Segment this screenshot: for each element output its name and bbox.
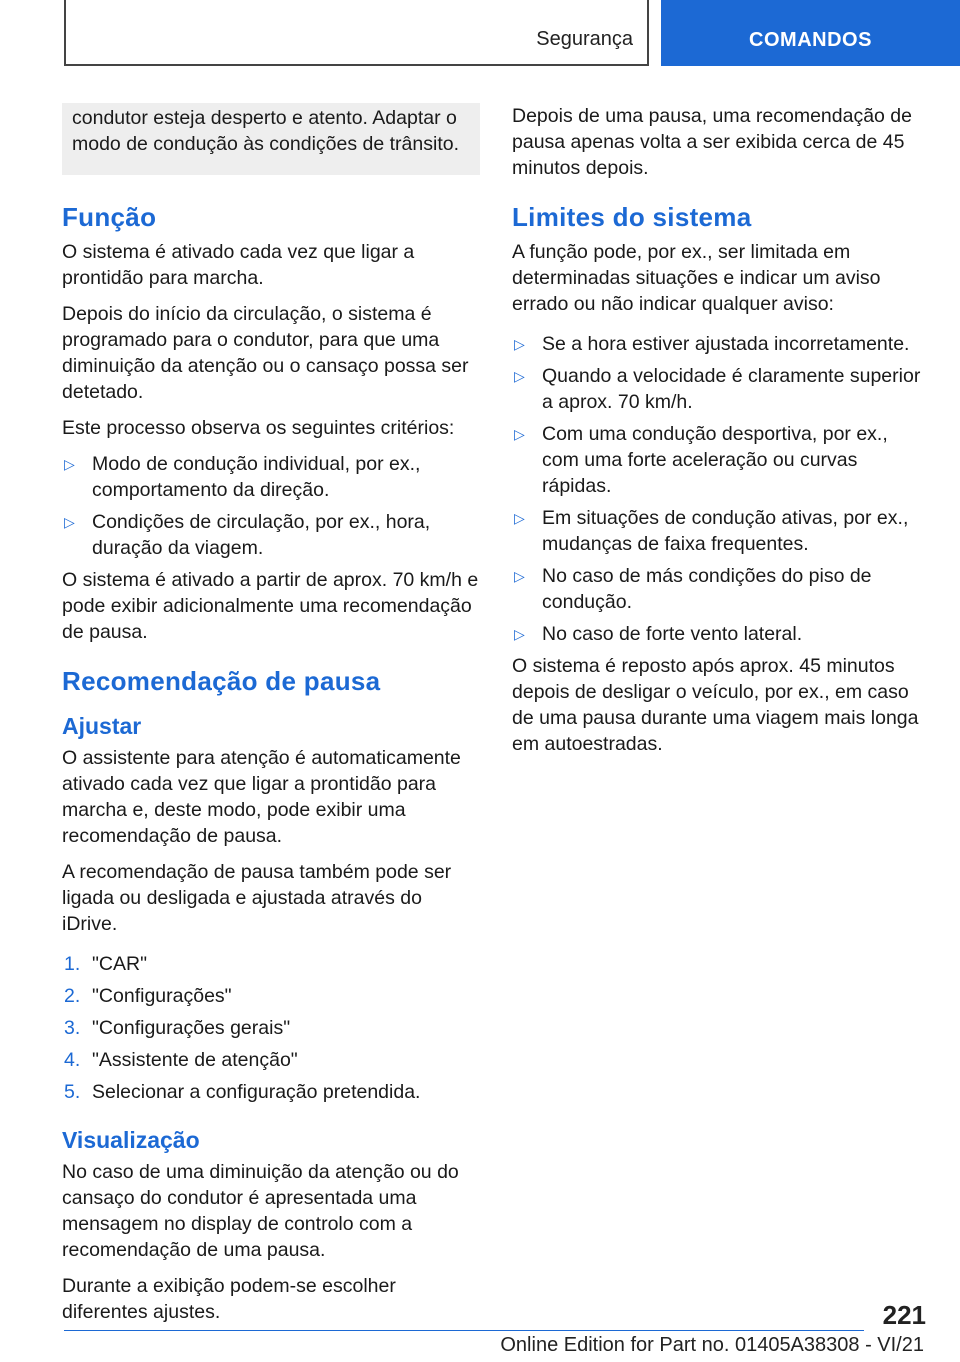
footer-divider: [64, 1330, 864, 1331]
heading-recomendacao: Recomendação de pausa: [62, 666, 381, 696]
list-item: ▷ Com uma condução desportiva, por ex., com uma forte aceleração ou curvas rápidas.: [514, 423, 888, 497]
triangle-bullet-icon: ▷: [514, 568, 525, 584]
left-column: [62, 103, 480, 1335]
paragraph: O sistema é reposto após aprox. 45 minutos depois de desligar o veículo, por ex., em caso de uma pausa durante uma viagem mais longa em autoestradas.: [512, 655, 919, 755]
heading-limites: Limites do sistema: [512, 202, 752, 232]
list-item: ▷ Quando a velocidade é claramente superior a aprox. 70 km/h.: [514, 365, 921, 413]
list-item: ▷ Se a hora estiver ajustada incorretamente.: [514, 333, 910, 355]
header-chapter-title: COMANDOS: [749, 29, 872, 51]
triangle-bullet-icon: ▷: [514, 426, 525, 442]
triangle-bullet-icon: ▷: [514, 510, 525, 526]
right-column: [512, 103, 930, 767]
page-number: 221: [882, 1300, 926, 1330]
heading-ajustar: Ajustar: [62, 713, 142, 739]
step-item: 5. Selecionar a configuração pretendida.: [64, 1081, 421, 1103]
paragraph: Depois do início da circulação, o sistema é programado para o condutor, para que uma diminuição da atenção ou o cansaço possa ser detetado.: [62, 303, 469, 403]
paragraph: No caso de uma diminuição da atenção ou do cansaço do condutor é apresentada uma mensagem no display de controlo com a recomendação de uma pausa.: [62, 1161, 459, 1261]
header-section-title: Segurança: [536, 28, 633, 50]
note-text: condutor esteja desperto e atento. Adaptar o modo de condução às condições de trânsito.: [72, 107, 460, 155]
triangle-bullet-icon: ▷: [514, 626, 525, 642]
paragraph: O sistema é ativado a partir de aprox. 70 km/h e pode exibir adicionalmente uma recomendação de pausa.: [62, 569, 479, 643]
paragraph: O sistema é ativado cada vez que ligar a prontidão para marcha.: [62, 241, 415, 289]
paragraph: Durante a exibição podem-se escolher diferentes ajustes.: [62, 1275, 396, 1323]
list-item: ▷ No caso de forte vento lateral.: [514, 623, 803, 645]
list-item: ▷ Em situações de condução ativas, por ex., mudanças de faixa frequentes.: [514, 507, 909, 555]
triangle-bullet-icon: ▷: [64, 456, 75, 472]
header-section-tab: [64, 0, 649, 66]
paragraph: A recomendação de pausa também pode ser ligada ou desligada e ajustada através do iDrive.: [62, 861, 452, 935]
limits-list: [512, 331, 930, 647]
criteria-list: [62, 451, 480, 561]
header-chapter-tab: [661, 0, 960, 66]
triangle-bullet-icon: ▷: [514, 336, 525, 352]
note-box: [62, 103, 480, 175]
paragraph: Este processo observa os seguintes critérios:: [62, 417, 455, 439]
list-item: ▷ Modo de condução individual, por ex., comportamento da direção.: [64, 453, 421, 501]
steps-list: [62, 951, 480, 1105]
heading-funcao: Função: [62, 202, 157, 232]
list-item: ▷ Condições de circulação, por ex., hora, duração da viagem.: [64, 511, 431, 559]
triangle-bullet-icon: ▷: [64, 514, 75, 530]
step-item: 3. "Configurações gerais": [64, 1017, 291, 1039]
paragraph: A função pode, por ex., ser limitada em determinadas situações e indicar um aviso errado ou não indicar qualquer aviso:: [512, 241, 881, 315]
step-item: 4. "Assistente de atenção": [64, 1049, 298, 1071]
paragraph: Depois de uma pausa, uma recomendação de pausa apenas volta a ser exibida cerca de 45 minutos depois.: [512, 105, 912, 179]
step-item: 2. "Configurações": [64, 985, 232, 1007]
footer-edition-text: Online Edition for Part no. 01405A38308 - VI/21: [500, 1334, 924, 1356]
triangle-bullet-icon: ▷: [514, 368, 525, 384]
heading-visualizacao: Visualização: [62, 1127, 200, 1153]
step-item: 1. "CAR": [64, 953, 148, 975]
paragraph: O assistente para atenção é automaticamente ativado cada vez que ligar a prontidão para marcha e, deste modo, pode exibir uma recomendação de pausa.: [62, 747, 461, 847]
list-item: ▷ No caso de más condições do piso de condução.: [514, 565, 872, 613]
